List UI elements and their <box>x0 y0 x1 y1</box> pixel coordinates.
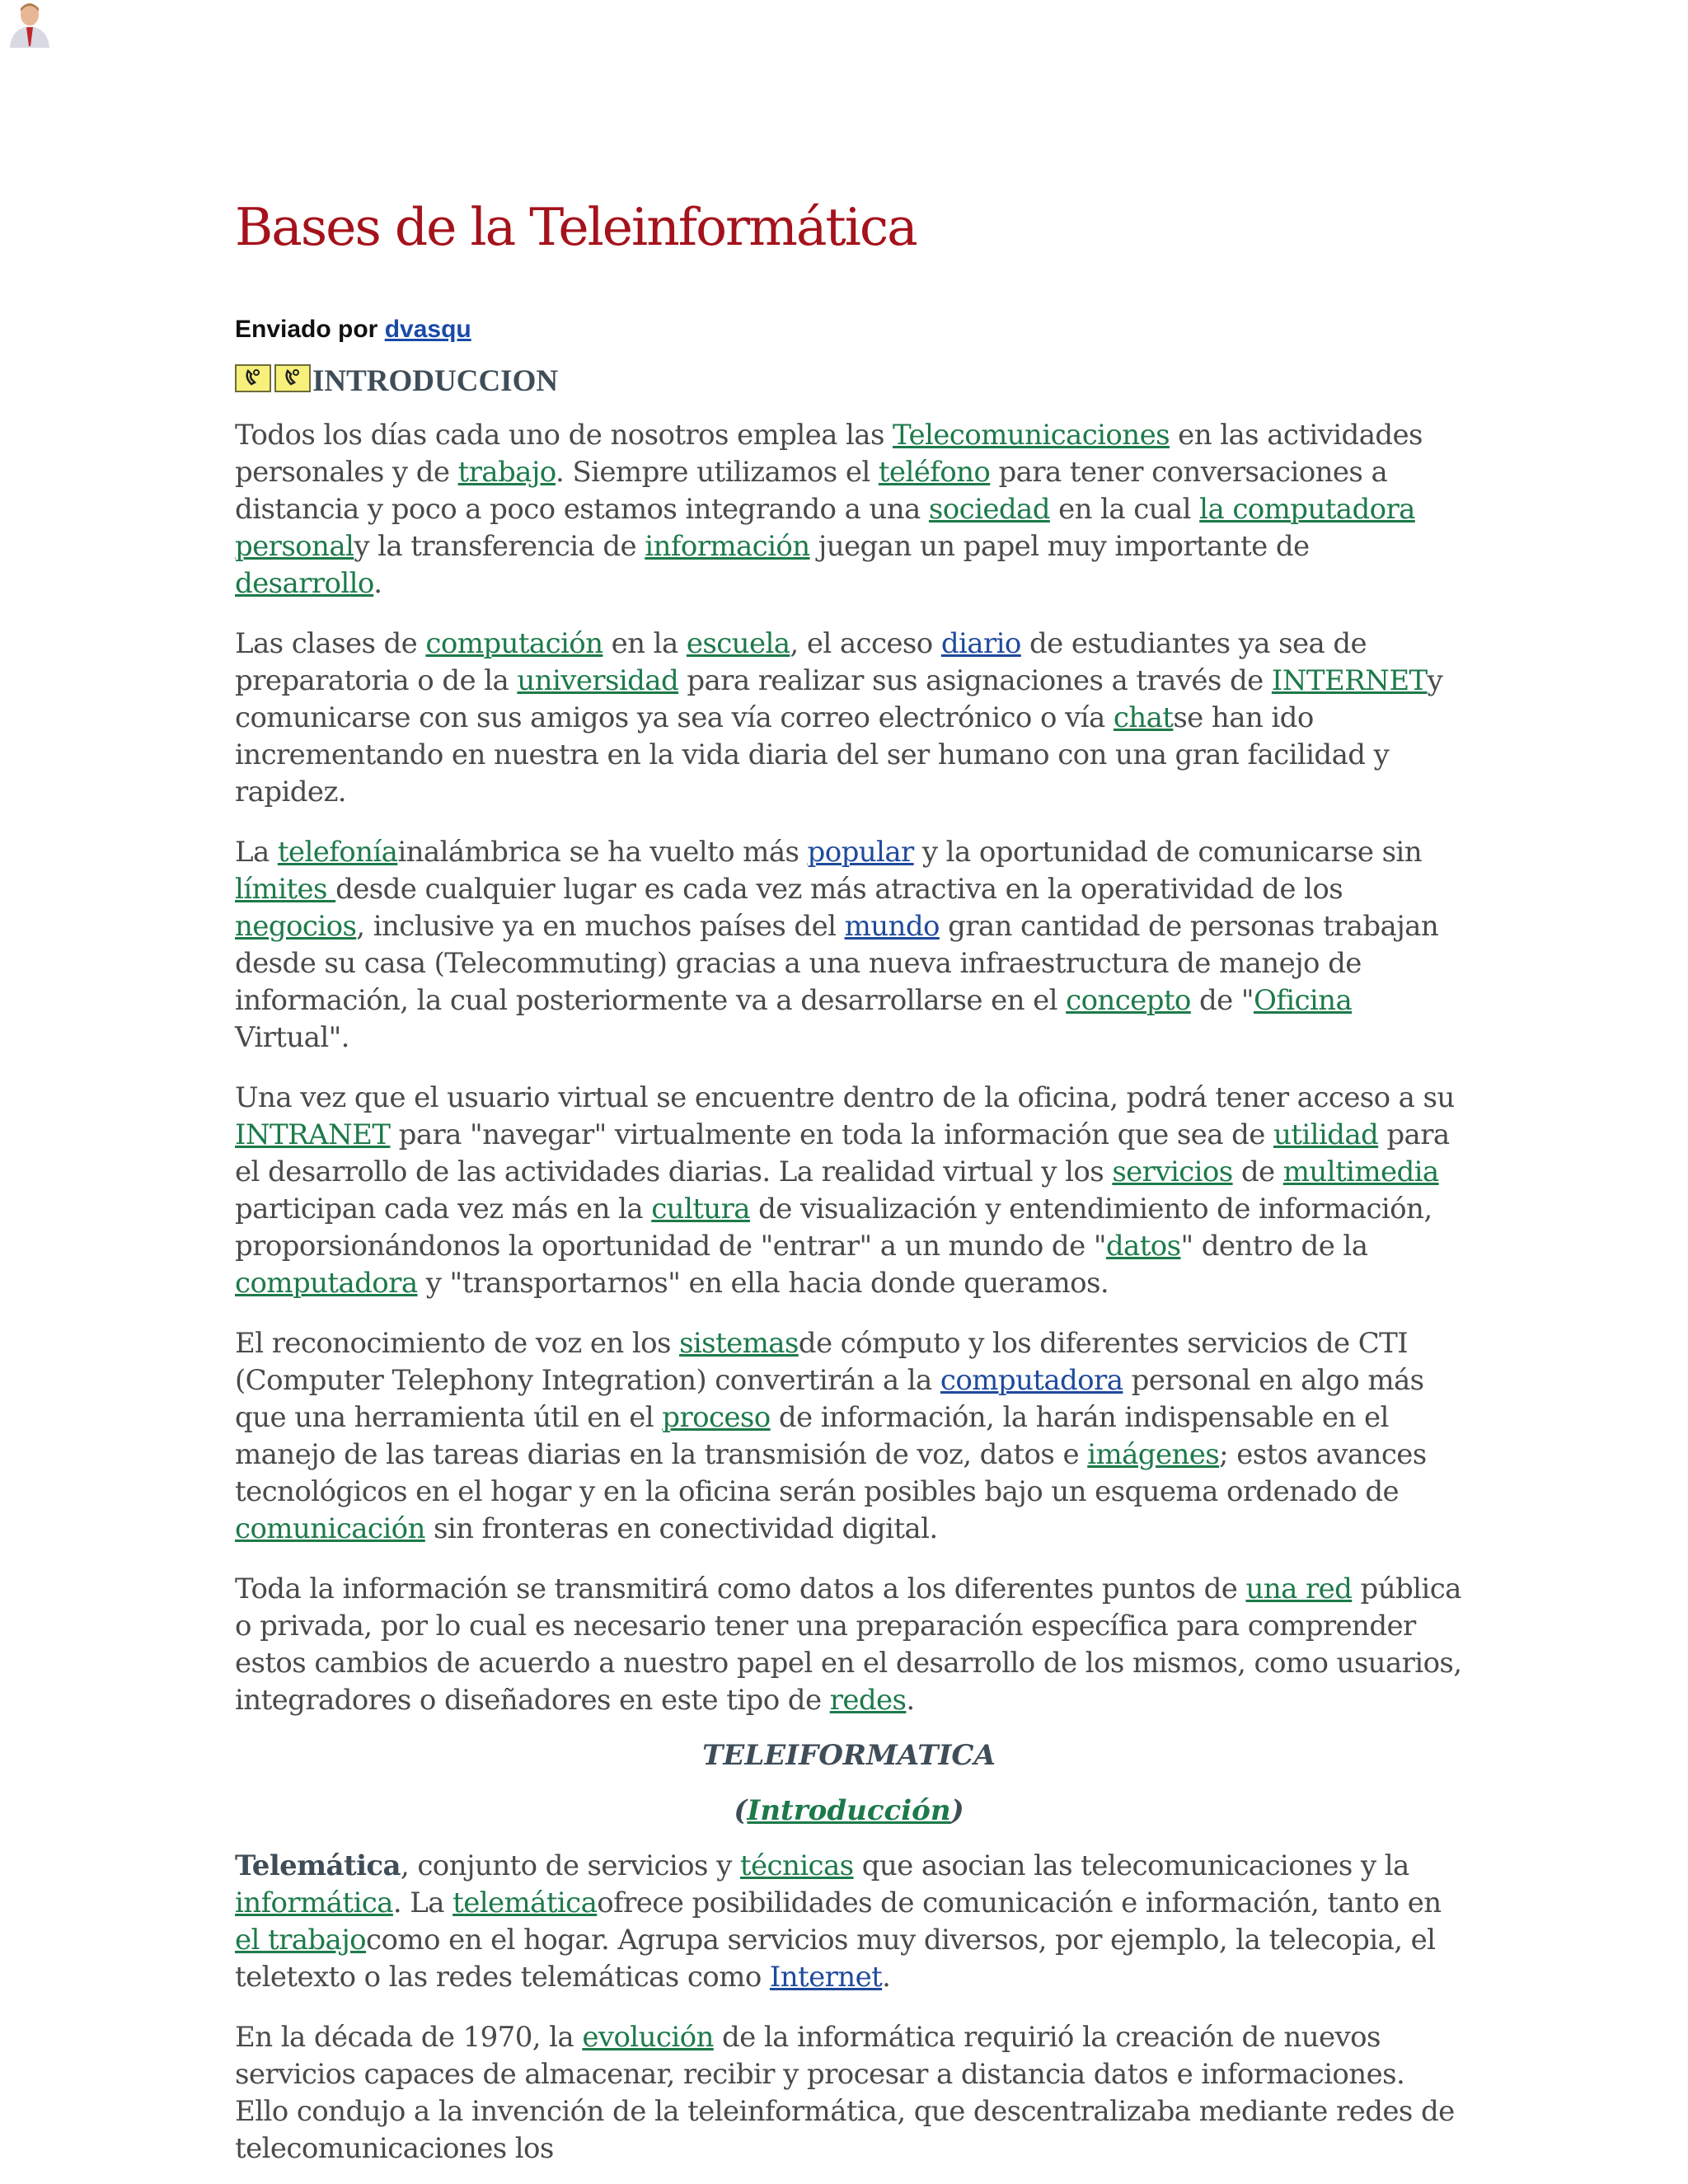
author-line <box>235 313 1463 346</box>
section-heading: TELEIFORMATICA <box>702 1739 996 1772</box>
inline-link[interactable]: desarrollo <box>235 567 374 600</box>
inline-link[interactable]: Internet <box>769 1961 883 1994</box>
text-run: Todos los días cada uno de nosotros emplea las <box>235 419 893 452</box>
author-prefix: Enviado por <box>235 316 385 343</box>
inline-link[interactable]: comunicación <box>235 1512 425 1545</box>
inline-link[interactable]: INTRANET <box>235 1118 391 1151</box>
inline-link[interactable]: universidad <box>517 664 679 697</box>
inline-link[interactable]: chat <box>1113 701 1174 734</box>
text-run: de estudiantes ya sea de preparatoria o de la <box>235 627 1367 697</box>
intro-heading-text: INTRODUCCION <box>312 364 559 398</box>
text-run: en la cual <box>1049 493 1200 526</box>
inline-link[interactable]: imágenes <box>1087 1438 1220 1471</box>
paragraph <box>235 1325 1463 1548</box>
text-run: en las actividades personales y de <box>235 419 1423 489</box>
text-run: . Siempre utilizamos el <box>556 456 879 489</box>
text-run: desde cualquier lugar es cada vez más atractiva en la operatividad de los <box>335 873 1343 906</box>
text-run: ofrece posibilidades de comunicación e información, tanto en <box>597 1886 1442 1919</box>
inline-link[interactable]: utilidad <box>1273 1118 1379 1151</box>
phone-icon <box>274 364 311 392</box>
text-run: Toda la información se transmitirá como datos a los diferentes puntos de <box>235 1572 1246 1605</box>
text-run: pública o privada, por lo cual es necesario tener una preparación específica para comprender estos cambios de acuerdo a nuestro papel en el desarrollo de los mismos, como usuarios, integradores o diseñadores en este tipo de <box>235 1572 1462 1717</box>
text-run: . <box>882 1961 891 1994</box>
paragraph <box>235 2019 1463 2168</box>
inline-link[interactable]: trabajo <box>457 456 556 489</box>
inline-link[interactable]: el trabajo <box>235 1924 367 1957</box>
author-link[interactable]: dvasqu <box>384 316 471 343</box>
paragraph <box>235 417 1463 602</box>
paragraph <box>235 1848 1463 1996</box>
paragraphs <box>235 417 1463 1719</box>
inline-link[interactable]: información <box>645 530 810 563</box>
text-run: de la informática requirió la creación de nuevos servicios capaces de almacenar, recibir y procesar a distancia datos e informaciones. Ello condujo a la invención de la teleinformática, que descentralizaba mediante redes de telecomunicaciones los <box>235 2021 1455 2165</box>
text-run: se han ido incrementando en nuestra en la vida diaria del ser humano con una gran facilidad y rapidez. <box>235 701 1390 808</box>
inline-link[interactable]: diario <box>940 627 1021 660</box>
text-run: para tener conversaciones a distancia y poco a poco estamos integrando a una <box>235 456 1388 526</box>
text-run: En la década de 1970, la <box>235 2021 583 2054</box>
text-run: de cómputo y los diferentes servicios de CTI (Computer Telephony Integration) convertirán a la <box>235 1327 1409 1397</box>
text-run: y la oportunidad de comunicarse sin <box>913 836 1423 869</box>
inline-link[interactable]: computación <box>425 627 603 660</box>
text-run: en la <box>603 627 687 660</box>
introduccion-link[interactable]: Introducción <box>747 1794 951 1827</box>
text-run: , inclusive ya en muchos países del <box>356 910 845 943</box>
text-run: para el desarrollo de las actividades diarias. La realidad virtual y los <box>235 1118 1450 1188</box>
sub-open: ( <box>734 1794 748 1827</box>
inline-link[interactable]: sistemas <box>679 1327 799 1360</box>
paragraph <box>235 1080 1463 1302</box>
text-run: de " <box>1190 984 1254 1017</box>
text-run: . <box>373 567 382 600</box>
page-title: Bases de la Teleinformática <box>235 197 917 257</box>
inline-link[interactable]: informática <box>235 1886 393 1919</box>
text-run: de <box>1232 1155 1283 1188</box>
text-run: para "navegar" virtualmente en toda la información que sea de <box>390 1118 1273 1151</box>
inline-link[interactable]: telefonía <box>277 836 398 869</box>
text-run: que asocian las telecomunicaciones y la <box>853 1849 1409 1882</box>
inline-link[interactable]: evolución <box>582 2021 714 2054</box>
inline-link[interactable]: escuela <box>686 627 790 660</box>
paragraph <box>235 1571 1463 1719</box>
inline-link[interactable]: Telecomunicaciones <box>893 419 1170 452</box>
text-run: gran cantidad de personas trabajan desde su casa (Telecommuting) gracias a una nueva infraestructura de manejo de información, la cual posteriormente va a desarrollarse en el <box>235 910 1439 1017</box>
inline-link[interactable]: INTERNET <box>1271 664 1428 697</box>
text-run: personal en algo más que una herramienta útil en el <box>235 1364 1424 1434</box>
inline-link[interactable]: teléfono <box>878 456 991 489</box>
text-run: de información, la harán indispensable en el manejo de las tareas diarias en la transmisión de voz, datos e <box>235 1401 1389 1471</box>
inline-link[interactable]: negocios <box>235 910 357 943</box>
text-run: inalámbrica se ha vuelto más <box>397 836 808 869</box>
inline-link[interactable]: proceso <box>662 1401 771 1434</box>
inline-link[interactable]: una red <box>1245 1572 1353 1605</box>
text-run: , conjunto de servicios y <box>400 1849 740 1882</box>
inline-link[interactable]: servicios <box>1112 1155 1233 1188</box>
term-bold: Telemática <box>235 1849 401 1882</box>
inline-link[interactable]: telemática <box>452 1886 598 1919</box>
inline-link[interactable]: redes <box>829 1684 907 1717</box>
sub-close: ) <box>950 1794 964 1827</box>
paragraph <box>235 626 1463 811</box>
text-run: sin fronteras en conectividad digital. <box>424 1512 938 1545</box>
inline-link[interactable]: computadora <box>235 1267 418 1300</box>
text-run: La <box>235 836 278 869</box>
text-run: Las clases de <box>235 627 426 660</box>
intro-icons <box>235 364 311 392</box>
text-run: participan cada vez más en la <box>235 1193 652 1226</box>
inline-link[interactable]: la computadora <box>1199 493 1415 526</box>
phone-icon <box>235 364 271 392</box>
intro-heading <box>235 358 1463 399</box>
text-run: de visualización y entendimiento de información, proporsionándonos la oportunidad de "entrar" a un mundo de " <box>235 1193 1432 1263</box>
text-run: como en el hogar. Agrupa servicios muy diversos, por ejemplo, la telecopia, el teletexto o las redes telemáticas como <box>235 1924 1436 1994</box>
inline-link[interactable]: datos <box>1105 1230 1181 1263</box>
text-run: El reconocimiento de voz en los <box>235 1327 680 1360</box>
inline-link[interactable]: límites <box>235 873 336 906</box>
inline-link[interactable]: técnicas <box>739 1849 854 1882</box>
text-run: Una vez que el usuario virtual se encuentre dentro de la oficina, podrá tener acceso a su <box>235 1081 1455 1114</box>
section-subheading <box>235 1793 1463 1830</box>
inline-link[interactable]: Oficina <box>1253 984 1353 1017</box>
text-run: y comunicarse con sus amigos ya sea vía correo electrónico o vía <box>235 664 1443 734</box>
text-run: " dentro de la <box>1180 1230 1368 1263</box>
inline-link[interactable]: popular <box>807 836 914 869</box>
text-run: y "transportarnos" en ella hacia donde queramos. <box>417 1267 1109 1300</box>
inline-link[interactable]: multimedia <box>1282 1155 1439 1188</box>
text-run: ; estos avances tecnológicos en el hogar y en la oficina serán posibles bajo un esquema ordenado de <box>235 1438 1427 1508</box>
inline-link[interactable]: concepto <box>1066 984 1191 1017</box>
text-run: , el acceso <box>790 627 941 660</box>
inline-link[interactable]: mundo <box>844 910 940 943</box>
text-run: juegan un papel muy importante de <box>809 530 1310 563</box>
user-avatar-icon[interactable] <box>5 0 54 48</box>
inline-link[interactable]: cultura <box>651 1193 750 1226</box>
inline-link[interactable]: personal <box>235 530 354 563</box>
article <box>235 198 1463 2168</box>
inline-link[interactable]: computadora <box>940 1364 1123 1397</box>
paragraph <box>235 834 1463 1057</box>
text-run: Virtual". <box>235 1021 349 1054</box>
text-run: para realizar sus asignaciones a través de <box>678 664 1272 697</box>
text-run: y la transferencia de <box>354 530 645 563</box>
paragraphs-after <box>235 1848 1463 2168</box>
text-run: . <box>906 1684 915 1717</box>
inline-link[interactable]: sociedad <box>928 493 1050 526</box>
text-run: . La <box>392 1886 453 1919</box>
